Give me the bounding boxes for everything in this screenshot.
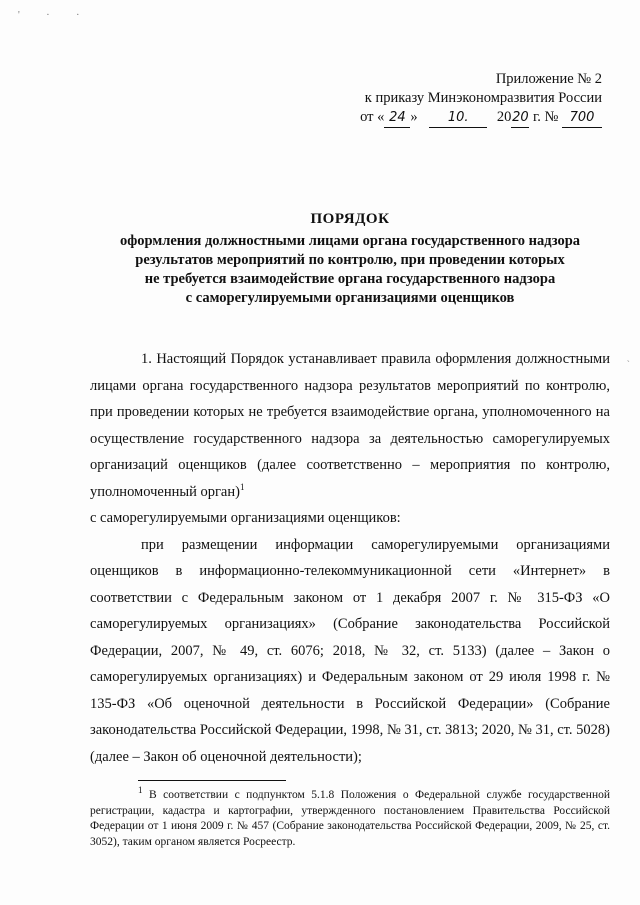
handwritten-month: 10.: [429, 108, 487, 128]
footnote: [90, 785, 610, 850]
title-line-4: с саморегулируемыми организациями оценщиков: [185, 290, 515, 306]
footnote-marker: 1: [138, 785, 143, 796]
title-line-1: оформления должностными лицами органа государственного надзора: [119, 233, 581, 249]
title-line-3: не требуется взаимодействие органа государственного надзора: [144, 271, 556, 287]
date-sep: »: [410, 109, 418, 125]
year-label: г. №: [532, 109, 559, 125]
paragraph-1-continuation: с саморегулируемыми организациями оценщиков:: [90, 510, 401, 526]
footnote-text: В соответствии с подпунктом 5.1.8 Положения о Федеральной службе государственной регистрации, кадастра и картографии, утвержденного постановлением Правительства Российской Федерации от 1 июня 2009 г. № 457 (Собрание законодательства Российской Федерации, 2009, № 25, ст. 3052), таким органом является Росреестр.: [90, 789, 610, 848]
scan-mark: `: [626, 360, 630, 371]
order-date-line: [360, 108, 602, 128]
year-prefix: 20: [496, 109, 512, 125]
handwritten-order-number: 700: [562, 108, 602, 128]
appendix-header: [360, 70, 602, 128]
title-line-2: результатов мероприятий по контролю, при проведении которых: [135, 252, 565, 268]
document-title: [90, 210, 610, 308]
order-reference: к приказу Минэкономразвития России: [364, 90, 602, 106]
appendix-number: Приложение № 2: [495, 71, 602, 87]
date-prefix: от «: [360, 109, 385, 125]
footnote-ref: 1: [239, 481, 245, 492]
footnote-divider: [138, 780, 286, 781]
paragraph-2: при размещении информации саморегулируемыми организациями оценщиков в информационно-телекоммуникационной сети «Интернет» в соответствии с Федеральным законом от 1 декабря 2007 г. № 315-ФЗ «О саморегулируемых организациях» (Собрание законодательства Российской Федерации, 2007, № 49, ст. 6076; 2018, № 32, ст. 5133) (далее – Закон о саморегулируемых организациях) и Федеральным законом от 29 июля 1998 г. № 135-ФЗ «Об оценочной деятельности в Российской Федерации» (Собрание законодательства Российской Федерации, 1998, № 31, ст. 3813; 2020, № 31, ст. 5028) (далее – Закон об оценочной деятельности);: [90, 536, 610, 765]
title-main: ПОРЯДОК: [310, 211, 390, 227]
scan-specks: ' · ·: [18, 10, 92, 21]
document-body: [90, 346, 610, 770]
paragraph-1: [90, 346, 610, 505]
handwritten-year: 20: [511, 108, 529, 128]
handwritten-day: 24: [384, 108, 410, 128]
paragraph-1-text: 1. Настоящий Порядок устанавливает правила оформления должностными лицами органа государственного надзора результатов мероприятий по контролю, при проведении которых не требуется взаимодействие органа, уполномоченного на осуществление государственного надзора за деятельностью саморегулируемых организаций оценщиков (далее соответственно – мероприятия по контролю, уполномоченный орган): [90, 351, 610, 500]
